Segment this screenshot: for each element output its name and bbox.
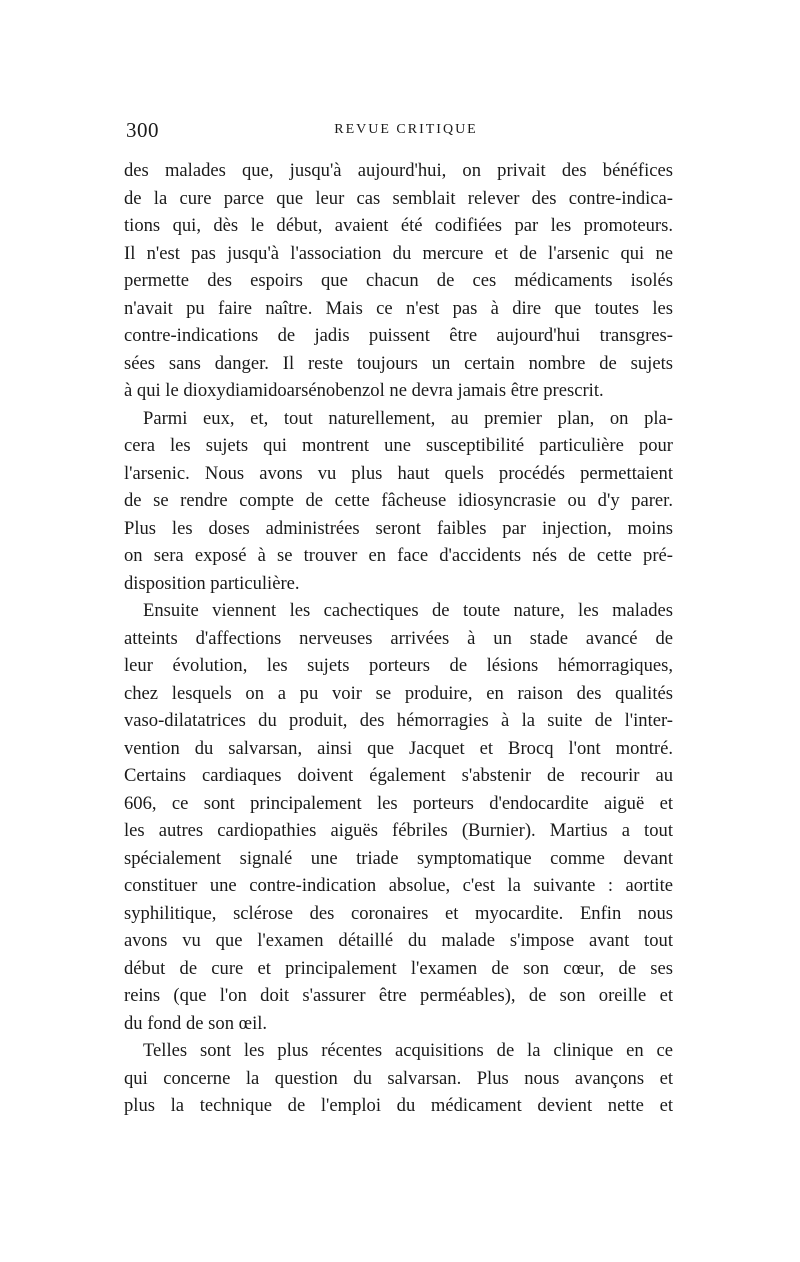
- text-line: Certains cardiaques doivent également s'abstenir de recourir au: [124, 765, 673, 786]
- text-line: 606, ce sont principalement les porteurs d'endocardite aiguë et: [124, 792, 673, 814]
- text-line: Plus les doses administrées seront faibles par injection, moins: [124, 517, 673, 539]
- body-text: [124, 157, 673, 1120]
- text-line: qui concerne la question du salvarsan. Plus nous avançons et: [124, 1067, 673, 1089]
- text-line: Parmi eux, et, tout naturellement, au premier plan, on pla-: [143, 407, 673, 429]
- text-line: n'avait pu faire naître. Mais ce n'est pas à dire que toutes les: [124, 297, 673, 319]
- text-line: de se rendre compte de cette fâcheuse idiosyncrasie ou d'y parer.: [124, 490, 673, 511]
- text-line: du fond de son œil.: [124, 1012, 268, 1034]
- text-line: disposition particulière.: [124, 572, 300, 594]
- text-line: syphilitique, sclérose des coronaires et myocardite. Enfin nous: [124, 902, 673, 924]
- text-line: constituer une contre-indication absolue, c'est la suivante : aortite: [124, 875, 673, 896]
- text-line: à qui le dioxydiamidoarsénobenzol ne devra jamais être prescrit.: [124, 380, 604, 401]
- text-line: reins (que l'on doit s'assurer être perméables), de son oreille et: [124, 985, 673, 1006]
- text-line: avons vu que l'examen détaillé du malade s'impose avant tout: [124, 930, 673, 951]
- text-line: vention du salvarsan, ainsi que Jacquet et Brocq l'ont montré.: [124, 737, 673, 759]
- text-line: Ensuite viennent les cachectiques de toute nature, les malades: [143, 600, 673, 621]
- page-number: 300: [126, 118, 159, 142]
- text-line: l'arsenic. Nous avons vu plus haut quels procédés permettaient: [124, 462, 673, 484]
- text-line: plus la technique de l'emploi du médicament devient nette et: [124, 1095, 673, 1116]
- page-header: [126, 118, 672, 148]
- text-line: de la cure parce que leur cas semblait relever des contre-indica-: [124, 187, 673, 209]
- text-line: on sera exposé à se trouver en face d'accidents nés de cette pré-: [124, 545, 673, 566]
- text-line: des malades que, jusqu'à aujourd'hui, on privait des bénéfices: [124, 160, 673, 181]
- text-line: atteints d'affections nerveuses arrivées à un stade avancé de: [124, 627, 673, 649]
- text-line: leur évolution, les sujets porteurs de lésions hémorragiques,: [124, 655, 673, 676]
- text-line: cera les sujets qui montrent une susceptibilité particulière pour: [124, 435, 673, 456]
- text-line: contre-indications de jadis puissent être aujourd'hui transgres-: [124, 325, 673, 346]
- text-line: les autres cardiopathies aiguës fébriles (Burnier). Martius a tout: [124, 820, 673, 841]
- text-line: tions qui, dès le début, avaient été codifiées par les promoteurs.: [124, 215, 673, 236]
- text-line: vaso-dilatatrices du produit, des hémorragies à la suite de l'inter-: [124, 710, 673, 731]
- running-head: REVUE CRITIQUE: [334, 122, 478, 137]
- text-line: début de cure et principalement l'examen de son cœur, de ses: [124, 957, 673, 979]
- text-line: sées sans danger. Il reste toujours un certain nombre de sujets: [124, 352, 673, 374]
- text-line: chez lesquels on a pu voir se produire, en raison des qualités: [124, 682, 673, 704]
- text-line: Il n'est pas jusqu'à l'association du mercure et de l'arsenic qui ne: [124, 242, 673, 264]
- text-line: spécialement signalé une triade symptomatique comme devant: [124, 847, 673, 869]
- text-line: permette des espoirs que chacun de ces médicaments isolés: [124, 270, 673, 291]
- text-line: Telles sont les plus récentes acquisitions de la clinique en ce: [143, 1040, 673, 1061]
